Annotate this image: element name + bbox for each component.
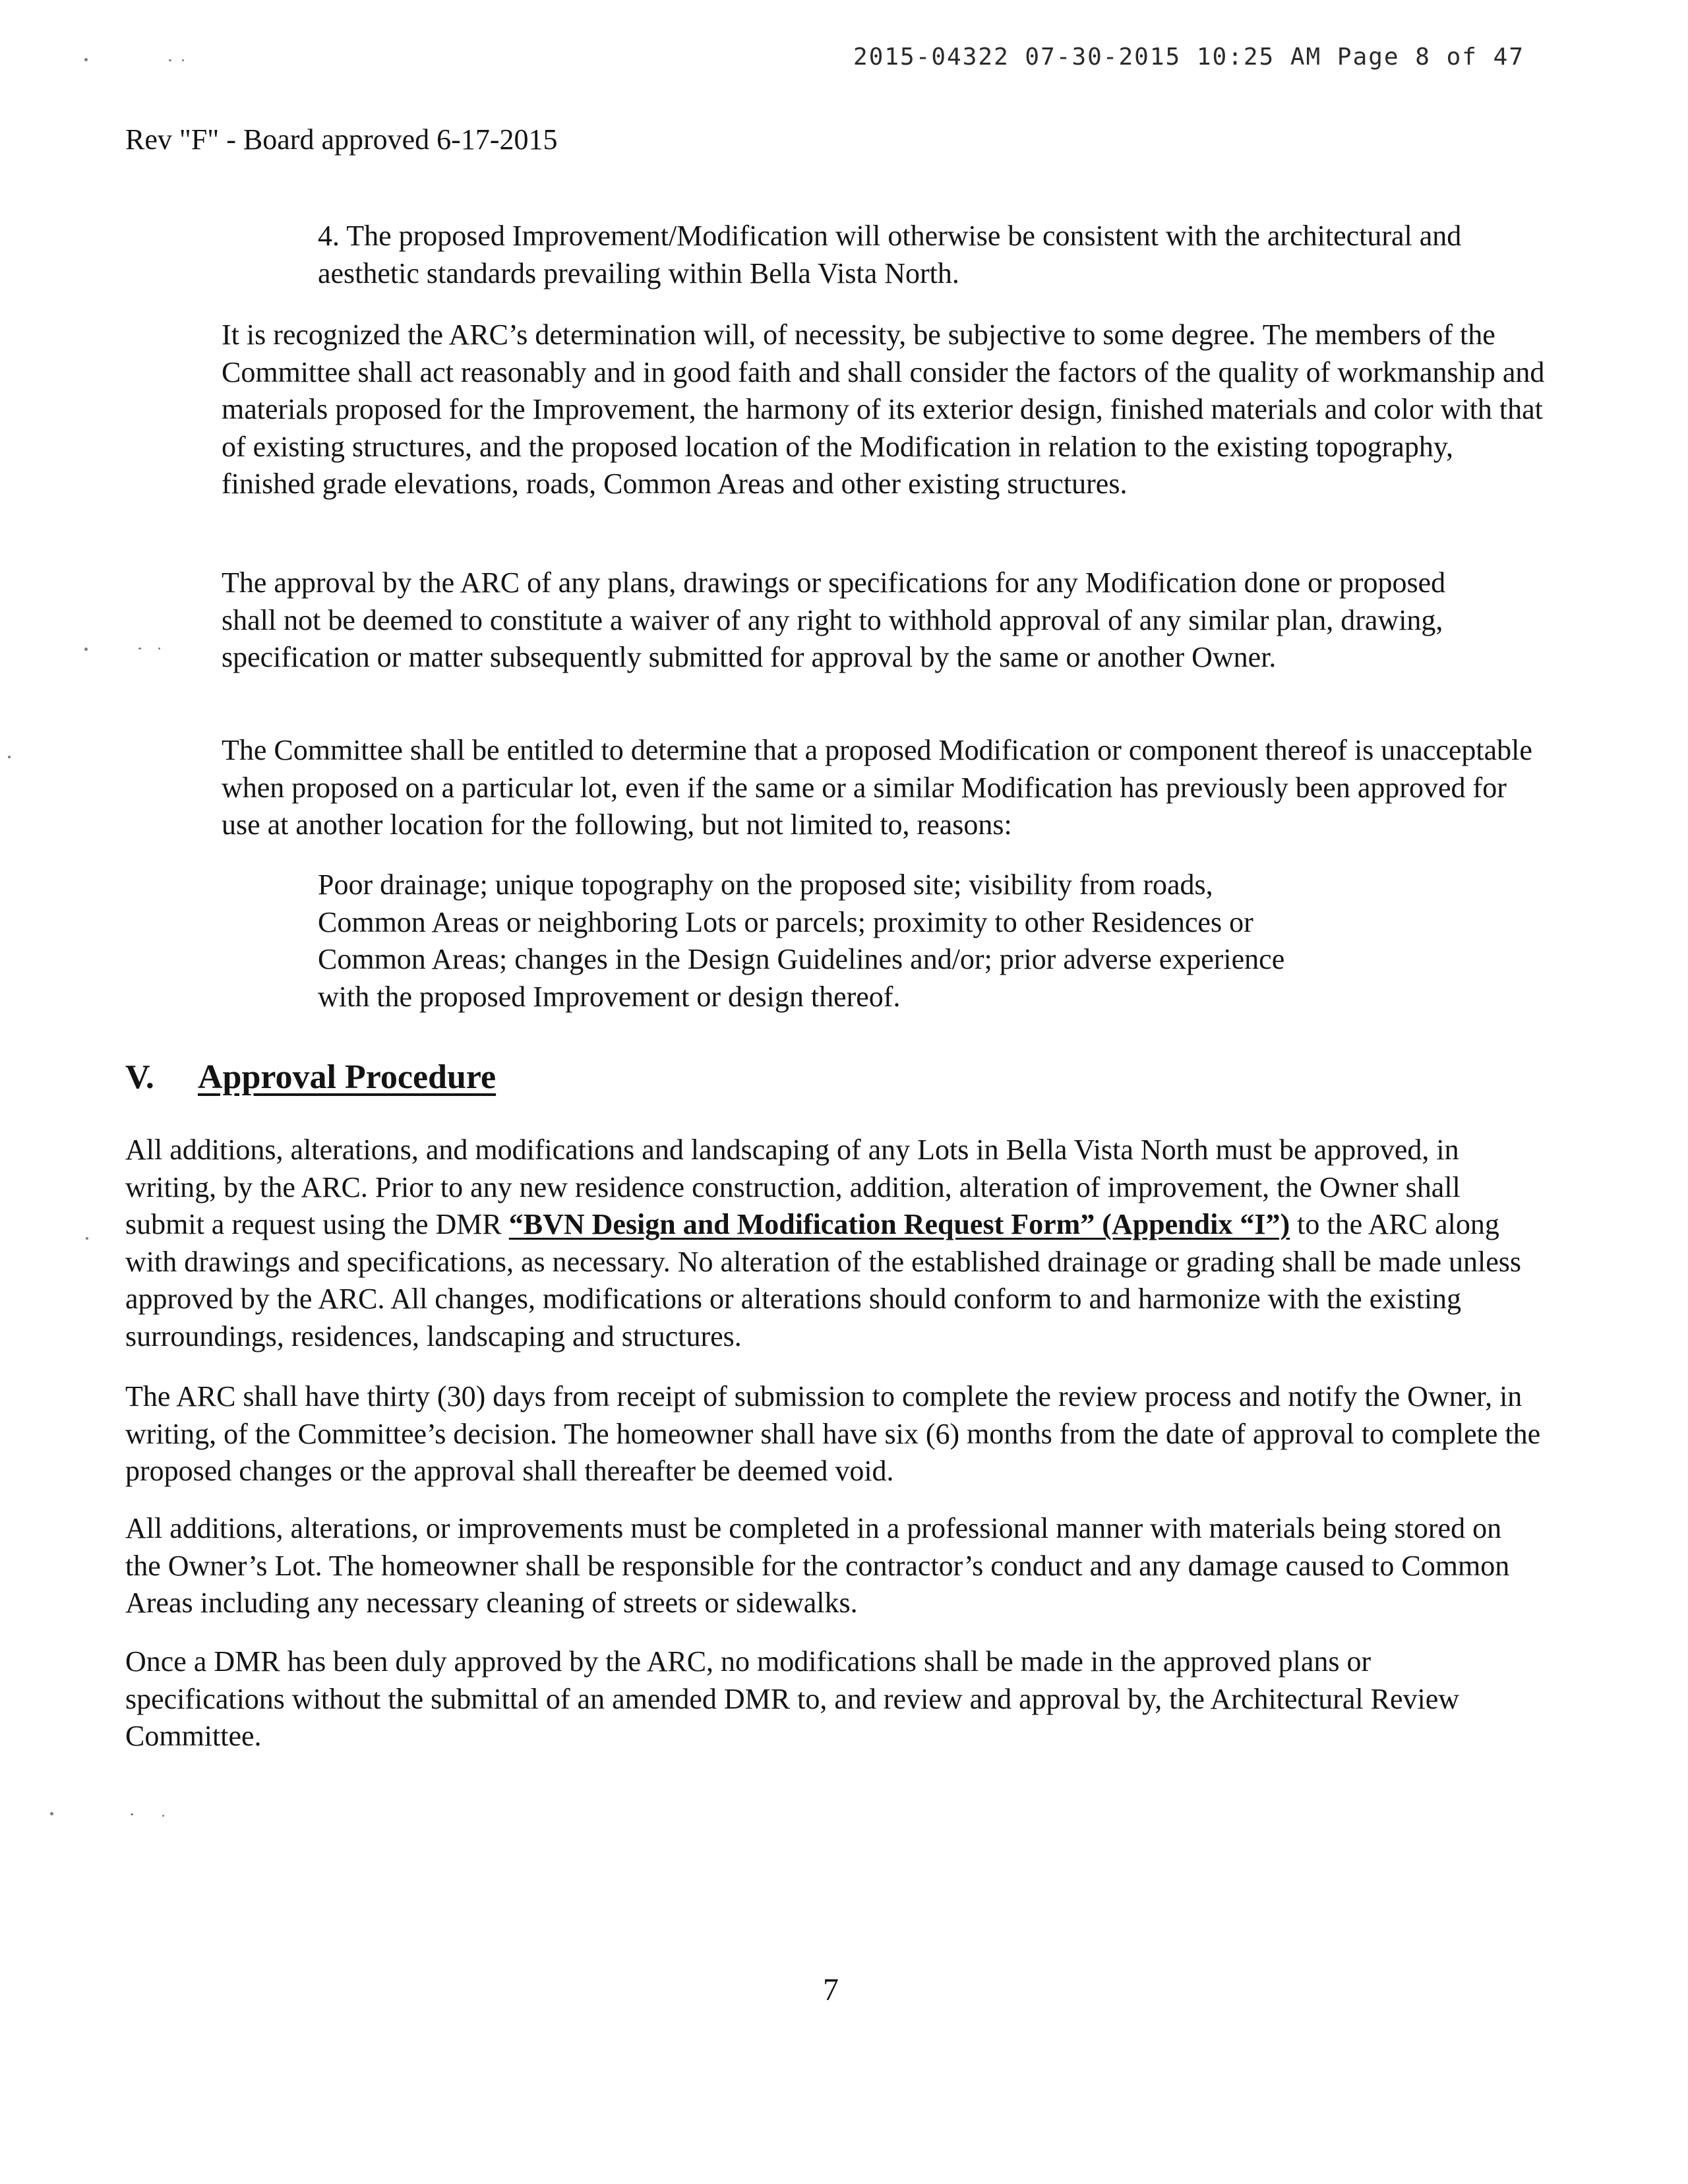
unacceptable-paragraph: The Committee shall be entitled to determine that a proposed Modification or component thereof is unacceptable when proposed on a particular lot, even if the same or a similar Modification has previously been approved for use at another location for the following, but not limited to, reasons: — [222, 734, 1532, 841]
scan-speck — [50, 1812, 53, 1815]
dmr-form-link[interactable]: “BVN Design and Modification Request Form” (Appendix “I”) — [508, 1208, 1290, 1240]
scan-speck — [158, 648, 160, 650]
approval-paragraph-1 — [125, 1132, 1543, 1355]
scan-speck — [169, 59, 171, 61]
revision-line: Rev "F" - Board approved 6-17-2015 — [125, 123, 558, 156]
scan-speck — [86, 1237, 88, 1240]
approval-paragraph-2: The ARC shall have thirty (30) days from receipt of submission to complete the review process and notify the Owner, in writing, of the Committee’s decision. The homeowner shall have six (6) months from the date of approval to complete the proposed changes or the approval shall thereafter be deemed void. — [125, 1380, 1541, 1487]
approval-paragraph-1-text-b: to the ARC along with drawings and specifications, as necessary. No alteration of the established drainage or grading shall be made unless approved by the ARC. All changes, modifications or alterations should conform to and harmonize with the existing surroundings, residences, landscaping and structures. — [125, 1208, 1522, 1352]
subjective-paragraph: It is recognized the ARC’s determination will, of necessity, be subjective to some degree. The members of the Committee shall act reasonably and in good faith and shall consider the factors of the quality of workmanship and materials proposed for the Improvement, the harmony of its exterior design, finished materials and color with that of existing structures, and the proposed location of the Modification in relation to the existing topography, finished grade elevations, roads, Common Areas and other existing structures. — [222, 318, 1545, 500]
section-title: Approval Procedure — [198, 1058, 497, 1096]
approval-paragraph-1-text-a: All additions, alterations, and modifications and landscaping of any Lots in Bella Vista North must be approved, in writing, by the ARC. Prior to any new residence construction, addition, alteration of improvement, the Owner shall submit a request using the DMR — [125, 1134, 1461, 1240]
fax-header-stamp: 2015-04322 07-30-2015 10:25 AM Page 8 of 47 — [853, 44, 1524, 71]
scan-speck — [182, 59, 184, 61]
item-4-paragraph: 4. The proposed Improvement/Modification will otherwise be consistent with the architectural and aesthetic standards prevailing within Bella Vista North. — [318, 220, 1462, 289]
scan-speck — [131, 1813, 133, 1815]
section-number: V. — [125, 1058, 154, 1096]
page-number: 7 — [823, 1972, 839, 2007]
scan-speck — [8, 756, 11, 758]
scan-speck — [84, 648, 88, 651]
scan-speck — [84, 58, 88, 61]
scan-speck — [138, 648, 141, 650]
scan-speck — [162, 1815, 164, 1817]
approval-paragraph-4: Once a DMR has been duly approved by the ARC, no modifications shall be made in the approved plans or specifications without the submittal of an amended DMR to, and review and approval by, the Architectural Review Committee. — [125, 1645, 1460, 1752]
section-v-heading — [125, 1058, 496, 1097]
approval-paragraph-3: All additions, alterations, or improvements must be completed in a professional manner with materials being stored on the Owner’s Lot. The homeowner shall be responsible for the contractor’s conduct and any damage caused to Common Areas including any necessary cleaning of streets or sidewalks. — [125, 1512, 1510, 1619]
reasons-list-paragraph: Poor drainage; unique topography on the proposed site; visibility from roads, Common Areas or neighboring Lots or parcels; proximity to other Residences or Common Areas; changes in the Design Guidelines and/or; prior adverse experience with the proposed Improvement or design thereof. — [318, 868, 1285, 1013]
waiver-paragraph: The approval by the ARC of any plans, drawings or specifications for any Modification done or proposed shall not be deemed to constitute a waiver of any right to withhold approval of any similar plan, drawing, specification or matter subsequently submitted for approval by the same or another Owner. — [222, 566, 1446, 673]
